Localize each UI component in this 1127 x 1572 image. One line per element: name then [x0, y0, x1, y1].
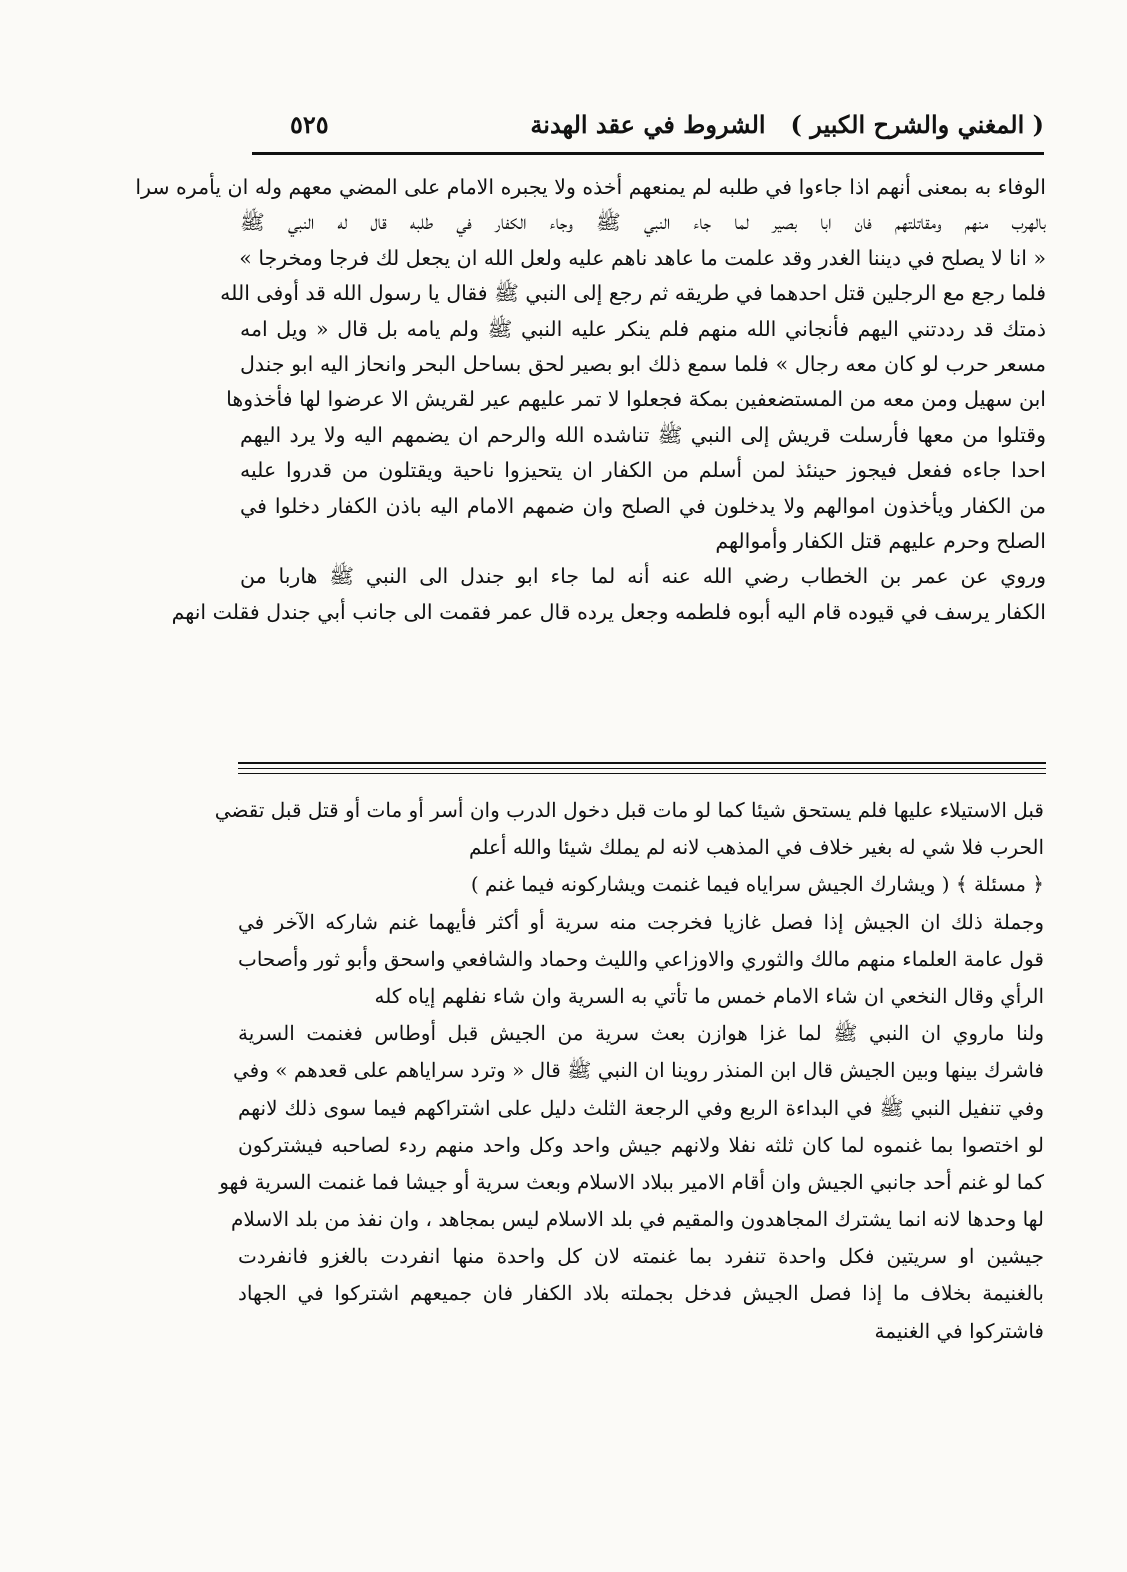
main-text — [135, 170, 1046, 630]
header-rule — [252, 152, 1044, 155]
text-line: ولنا ماروي ان النبي ﷺ لما غزا هوازن بعث سرية من الجيش قبل أوطاس فغنمت السرية — [238, 1021, 1044, 1046]
text-line: من الكفار ويأخذون اموالهم ولا يدخلون في الصلح وان ضمهم الامام اليه باذن الكفار دخلوا في — [240, 493, 1046, 518]
text-line: لو اختصوا بما غنموه لما كان ثلثه نفلا ولانهم جيش واحد وكل واحد منهم ردء لصاحبه فيشتركون — [238, 1132, 1044, 1157]
text-line: بالغنيمة بخلاف ما إذا فصل الجيش فدخل بجملته بلاد الكفار فان جميعهم اشتركوا في الجهاد — [238, 1281, 1044, 1306]
text-line: وفي تنفيل النبي ﷺ في البداءة الربع وفي الرجعة الثلث دليل على اشتراكهم فيما سوى ذلك لانهم — [238, 1095, 1044, 1120]
text-line: ابن سهيل ومن معه من المستضعفين بمكة فجعلوا لا تمر عليهم عير لقريش الا عرضوا لها فأخذوها — [226, 387, 1046, 412]
text-line: الكفار يرسف في قيوده قام اليه أبوه فلطمه وجعل يرده قال عمر فقمت الى جانب أبي جندل فقلت انهم — [171, 599, 1046, 624]
text-line: مسعر حرب لو كان معه رجال » فلما سمع ذلك ابو بصير لحق بساحل البحر وانحاز اليه ابو جندل — [240, 351, 1046, 376]
text-line: وجملة ذلك ان الجيش إذا فصل غازيا فخرجت منه سرية أو أكثر فأيهما غنم شاركه الآخر في — [238, 909, 1044, 934]
text-line: ذمتك قد رددتني اليهم فأنجاني الله منهم فلم ينكر عليه النبي ﷺ ولم يامه بل قال « ويل امه — [240, 316, 1046, 341]
text-line: الصلح وحرم عليهم قتل الكفار وأموالهم — [715, 528, 1046, 553]
page-header — [252, 110, 1044, 150]
text-line: كما لو غنم أحد جانبي الجيش وان أقام الامير ببلاد الاسلام وبعث سرية أو جيشا فما غنمت السرية فهو — [219, 1169, 1044, 1194]
text-line: الوفاء به بمعنى أنهم اذا جاءوا في طلبه لم يمنعهم أخذه ولا يجبره الامام على المضي معهم وله ان يأمره سرا — [135, 175, 1046, 199]
text-line: قول عامة العلماء منهم مالك والثوري والاوزاعي والليث وحماد والشافعي واسحق وأبو ثور وأصحاب — [238, 946, 1044, 971]
text-line: فاشتركوا في الغنيمة — [874, 1318, 1044, 1343]
text-line: وقتلوا من معها فأرسلت قريش إلى النبي ﷺ تناشده الله والرحم ان يضمهم اليه ولا يرد اليهم — [240, 422, 1046, 447]
book-title: ( المغني والشرح الكبير ) — [790, 110, 1044, 139]
text-line: لها وحدها لانه انما يشترك المجاهدون والمقيم في بلد الاسلام ليس بمجاهد ، وان نفذ من بلد الاسلام — [231, 1207, 1044, 1232]
text-line: وروي عن عمر بن الخطاب رضي الله عنه أنه لما جاء ابو جندل الى النبي ﷺ هاربا من — [240, 564, 1046, 589]
text-line: قبل الاستيلاء عليها فلم يستحق شيئا كما لو مات قبل دخول الدرب وان أسر أو مات أو قتل قبل تقضي — [214, 798, 1044, 822]
section-divider — [238, 762, 1046, 764]
text-line: جيشين او سريتين فكل واحدة تنفرد بما غنمته لان كل واحدة منها انفردت بالغزو فانفردت — [238, 1244, 1044, 1269]
section-divider — [238, 773, 1046, 774]
text-line: بالهرب منهم ومقاتلتهم فان ابا بصير لما جاء النبي ﷺ وجاء الكفار في طلبه قال له النبي ﷺ — [240, 210, 1046, 235]
text-line: فلما رجع مع الرجلين قتل احدهما في طريقه ثم رجع إلى النبي ﷺ فقال يا رسول الله قد أوفى الله — [220, 281, 1046, 306]
text-line: احدا جاءه ففعل فيجوز حينئذ لمن أسلم من الكفار ان يتحيزوا ناحية ويقتلون من قدروا عليه — [240, 458, 1046, 483]
text-line: فاشرك بينها وبين الجيش قال ابن المنذر روينا ان النبي ﷺ قال « وترد سراياهم على قعدهم » وفي — [232, 1058, 1044, 1083]
chapter-title: الشروط في عقد الهدنة — [530, 110, 766, 139]
commentary-text — [214, 792, 1044, 1350]
text-line: « انا لا يصلح في ديننا الغدر وقد علمت ما عاهد ناهم عليه ولعل الله ان يجعل لك فرجا ومخرجا » — [239, 245, 1046, 270]
text-line: الرأي وقال النخعي ان شاء الامام خمس ما تأتي به السرية وان شاء نفلهم إياه كله — [374, 983, 1044, 1008]
masala-heading: ﴿ مسئلة ﴾ ( ويشارك الجيش سراياه فيما غنمت ويشاركونه فيما غنم ) — [470, 872, 1044, 897]
section-divider — [238, 768, 1046, 769]
page-number: ٥٢٥ — [290, 110, 329, 139]
text-line: الحرب فلا شي له بغير خلاف في المذهب لانه لم يملك شيئا والله أعلم — [469, 835, 1044, 860]
